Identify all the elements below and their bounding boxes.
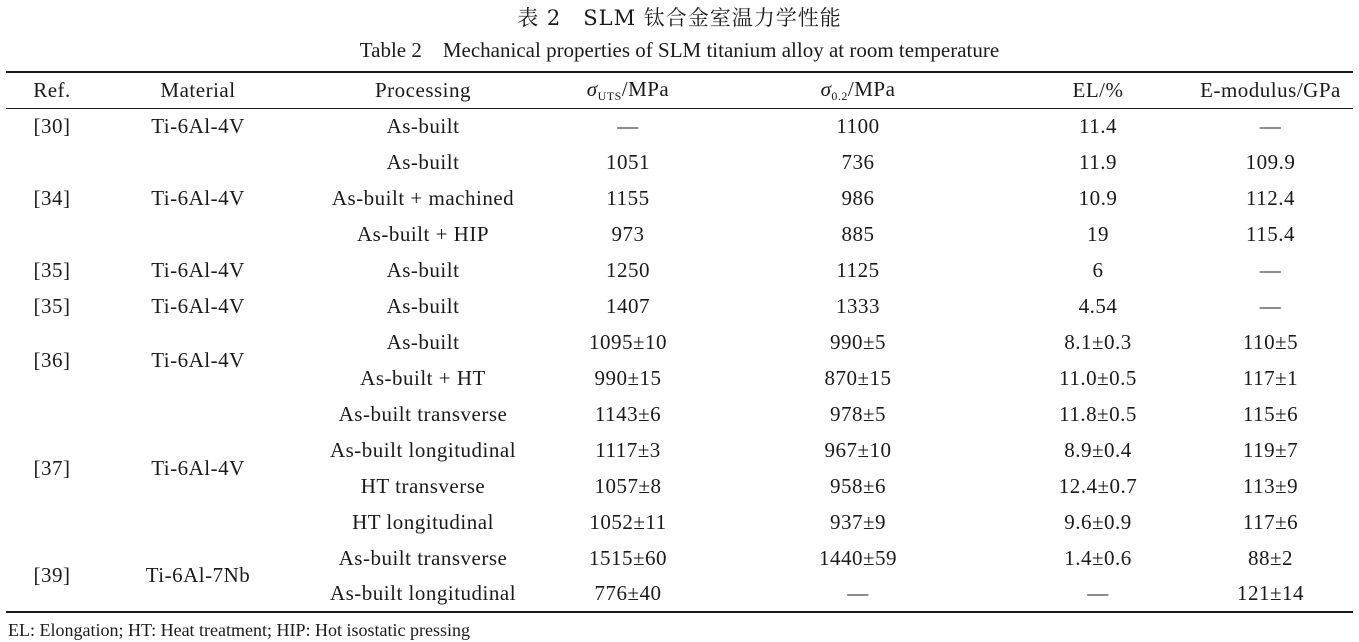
table-row bbox=[6, 324, 1353, 360]
cell-processing: As-built + HT bbox=[360, 365, 486, 390]
cell-material: Ti-6Al-4V bbox=[151, 455, 245, 480]
cell-yield: 978±5 bbox=[829, 401, 887, 426]
cell-elongation: 4.54 bbox=[1078, 293, 1118, 318]
cell-uts: 1155 bbox=[606, 185, 650, 210]
header-elongation: EL/% bbox=[1072, 77, 1124, 102]
table-title-chinese: 表 2 SLM 钛合金室温力学性能 bbox=[517, 6, 842, 30]
table-row bbox=[6, 396, 1353, 432]
cell-elongation: 12.4±0.7 bbox=[1058, 473, 1138, 498]
header-uts bbox=[548, 72, 708, 108]
cell-e-modulus: 109.9 bbox=[1245, 149, 1296, 174]
cell-yield: 986 bbox=[841, 185, 875, 210]
cell-yield: 990±5 bbox=[829, 329, 887, 354]
cell-uts: 990±15 bbox=[594, 365, 662, 390]
cell-e-modulus: 112.4 bbox=[1246, 185, 1295, 210]
table-row bbox=[6, 288, 1353, 324]
cell-elongation: 19 bbox=[1087, 221, 1109, 246]
cell-ref: [34] bbox=[33, 185, 71, 210]
table-row bbox=[6, 144, 1353, 180]
cell-material: Ti-6Al-4V bbox=[151, 257, 245, 282]
cell-yield: 1440±59 bbox=[818, 545, 898, 570]
cell-processing: As-built bbox=[386, 257, 460, 282]
cell-elongation: 11.0±0.5 bbox=[1059, 365, 1137, 390]
cell-ref: [37] bbox=[33, 455, 71, 480]
cell-material: Ti-6Al-7Nb bbox=[145, 563, 251, 587]
cell-processing: As-built transverse bbox=[338, 545, 508, 570]
table-row bbox=[6, 252, 1353, 288]
cell-uts: 1057±8 bbox=[594, 473, 662, 498]
cell-e-modulus: 119±7 bbox=[1242, 437, 1299, 462]
cell-uts: 1051 bbox=[606, 149, 650, 174]
table-body bbox=[6, 108, 1353, 612]
cell-ref: [35] bbox=[33, 293, 71, 318]
cell-processing: As-built bbox=[386, 149, 460, 174]
header-uts-symbol: σ bbox=[586, 76, 598, 101]
cell-elongation: 1.4±0.6 bbox=[1064, 545, 1132, 570]
header-ref: Ref. bbox=[33, 77, 71, 102]
cell-yield: 736 bbox=[841, 149, 875, 174]
header-yield-symbol: σ bbox=[820, 76, 832, 101]
header-processing: Processing bbox=[375, 77, 471, 102]
cell-ref: [30] bbox=[33, 113, 71, 138]
cell-ref: [39] bbox=[33, 563, 71, 587]
header-yield bbox=[708, 72, 1008, 108]
table-title-english: Table 2 Mechanical properties of SLM titanium alloy at room temperature bbox=[359, 38, 1000, 62]
table-row bbox=[6, 540, 1353, 576]
cell-yield: — bbox=[847, 581, 869, 605]
cell-uts: 1117±3 bbox=[595, 437, 661, 462]
cell-yield: 885 bbox=[841, 221, 875, 246]
cell-processing: As-built transverse bbox=[338, 401, 508, 426]
cell-e-modulus: 117±1 bbox=[1242, 365, 1299, 390]
header-uts-unit: /MPa bbox=[621, 76, 670, 101]
cell-elongation: 6 bbox=[1092, 257, 1104, 282]
header-row bbox=[6, 72, 1353, 108]
cell-processing: As-built + machined bbox=[331, 185, 515, 210]
header-e-modulus: E-modulus/GPa bbox=[1200, 77, 1341, 102]
cell-elongation: 11.8±0.5 bbox=[1059, 401, 1137, 426]
cell-processing: HT transverse bbox=[360, 473, 486, 498]
cell-uts: 1250 bbox=[606, 257, 650, 282]
cell-material: Ti-6Al-4V bbox=[151, 347, 245, 372]
header-yield-subscript: 0.2 bbox=[831, 88, 848, 103]
header-yield-unit: /MPa bbox=[847, 76, 896, 101]
cell-processing: As-built bbox=[386, 113, 460, 138]
cell-e-modulus: 115±6 bbox=[1242, 401, 1299, 426]
cell-uts: 1095±10 bbox=[588, 329, 668, 354]
cell-yield: 937±9 bbox=[829, 509, 887, 534]
cell-material: Ti-6Al-4V bbox=[151, 113, 245, 138]
cell-uts: 1143±6 bbox=[594, 401, 662, 426]
cell-uts: 1515±60 bbox=[588, 545, 668, 570]
cell-ref: [35] bbox=[33, 257, 71, 282]
cell-e-modulus: 113±9 bbox=[1242, 473, 1299, 498]
cell-elongation: — bbox=[1087, 581, 1109, 605]
cell-elongation: 10.9 bbox=[1078, 185, 1118, 210]
header-uts-subscript: UTS bbox=[597, 88, 622, 103]
cell-processing: As-built longitudinal bbox=[329, 437, 517, 462]
cell-uts: 1052±11 bbox=[589, 509, 667, 534]
cell-uts: 776±40 bbox=[594, 581, 662, 605]
cell-ref: [36] bbox=[33, 347, 71, 372]
cell-material: Ti-6Al-4V bbox=[151, 293, 245, 318]
cell-yield: 1100 bbox=[836, 113, 880, 138]
table-footnote: EL: Elongation; HT: Heat treatment; HIP: Hot isostatic pressing bbox=[8, 620, 471, 640]
cell-processing: As-built + HIP bbox=[356, 221, 489, 246]
cell-elongation: 8.9±0.4 bbox=[1064, 437, 1132, 462]
cell-e-modulus: 121±14 bbox=[1236, 581, 1305, 605]
header-material: Material bbox=[160, 77, 236, 102]
cell-elongation: 9.6±0.9 bbox=[1064, 509, 1132, 534]
cell-uts: 1407 bbox=[606, 293, 650, 318]
cell-yield: 1125 bbox=[836, 257, 880, 282]
cell-e-modulus: 117±6 bbox=[1242, 509, 1299, 534]
cell-material: Ti-6Al-4V bbox=[151, 185, 245, 210]
cell-processing: As-built longitudinal bbox=[329, 581, 517, 605]
cell-uts: 973 bbox=[611, 221, 645, 246]
cell-uts: — bbox=[617, 113, 639, 138]
cell-processing: As-built bbox=[386, 329, 460, 354]
cell-e-modulus: 115.4 bbox=[1246, 221, 1295, 246]
cell-e-modulus: 88±2 bbox=[1247, 545, 1294, 570]
cell-processing: HT longitudinal bbox=[352, 509, 494, 534]
cell-e-modulus: 110±5 bbox=[1242, 329, 1299, 354]
cell-yield: 1333 bbox=[836, 293, 880, 318]
cell-elongation: 11.4 bbox=[1079, 113, 1117, 138]
mechanical-properties-table bbox=[6, 71, 1353, 613]
table-row bbox=[6, 108, 1353, 144]
cell-e-modulus: — bbox=[1259, 257, 1282, 282]
cell-processing: As-built bbox=[386, 293, 460, 318]
cell-yield: 967±10 bbox=[824, 437, 892, 462]
cell-e-modulus: — bbox=[1259, 293, 1282, 318]
cell-elongation: 11.9 bbox=[1079, 149, 1117, 174]
cell-yield: 958±6 bbox=[829, 473, 887, 498]
cell-elongation: 8.1±0.3 bbox=[1064, 329, 1132, 354]
cell-e-modulus: — bbox=[1259, 113, 1282, 138]
cell-yield: 870±15 bbox=[824, 365, 892, 390]
